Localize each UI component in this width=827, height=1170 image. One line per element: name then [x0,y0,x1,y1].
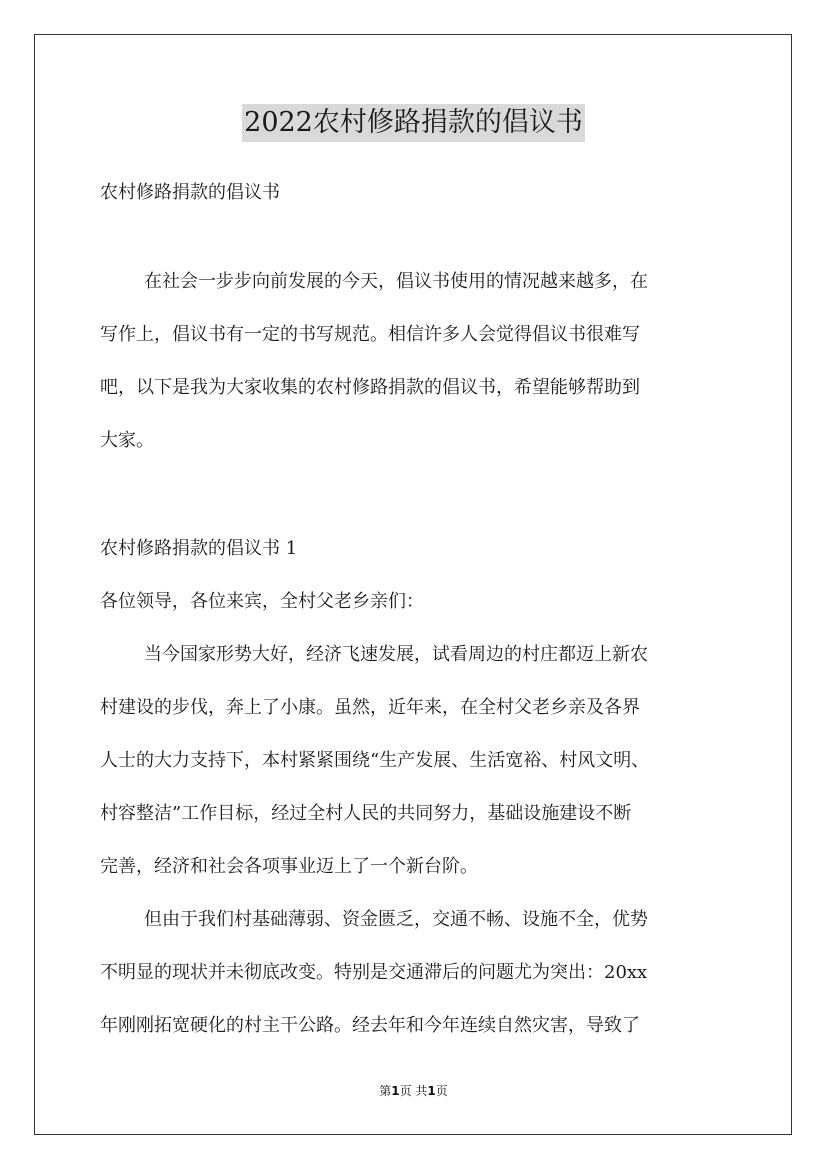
paragraph-line: 村容整洁”工作目标，经过全村人民的共同努力，基础设施建设不断 [100,803,632,824]
document-body [100,175,730,1044]
footer-page-total: 1 [427,1084,436,1098]
salutation: 各位领导，各位来宾，全村父老乡亲们： [100,591,424,612]
paragraph-line: 完善，经济和社会各项事业迈上了一个新台阶。 [100,856,478,877]
document-title: 2022农村修路捐款的倡议书 [242,104,585,142]
intro-paragraph [100,264,730,459]
page-footer [0,1082,827,1099]
document-subtitle: 农村修路捐款的倡议书 [100,182,280,203]
paragraph-line: 但由于我们村基础薄弱、资金匮乏，交通不畅、设施不全，优势 [144,909,648,930]
paragraph-line: 人士的大力支持下，本村紧紧围绕“生产发展、生活宽裕、村风文明、 [100,750,650,771]
footer-page-suffix: 页 [435,1084,448,1098]
spacer [100,459,730,531]
paragraph-line: 年刚刚拓宽硬化的村主干公路。经去年和今年连续自然灾害，导致了 [100,1015,640,1036]
title-container [0,104,827,142]
paragraph-line: 在社会一步步向前发展的今天，倡议书使用的情况越来越多，在 [144,271,648,292]
paragraph-line: 吧，以下是我为大家收集的农村修路捐款的倡议书，希望能够帮助到 [100,377,640,398]
paragraph-line: 村建设的步伐，奔上了小康。虽然，近年来，在全村父老乡亲及各界 [100,697,640,718]
paragraph-2 [100,902,730,1044]
paragraph-line: 当今国家形势大好，经济飞速发展，试看周边的村庄都迈上新农 [144,644,648,665]
footer-page-prefix: 第 [379,1084,392,1098]
section-heading: 农村修路捐款的倡议书 1 [100,538,298,559]
paragraph-1 [100,637,730,902]
paragraph-line: 大家。 [100,430,154,451]
paragraph-line: 不明显的现状并未彻底改变。特别是交通滞后的问题尤为突出：20xx [100,962,648,983]
spacer [100,211,730,264]
footer-page-mid: 页 共 [399,1084,428,1098]
paragraph-line: 写作上，倡议书有一定的书写规范。相信许多人会觉得倡议书很难写 [100,324,640,345]
footer-page-number: 1 [391,1084,400,1098]
